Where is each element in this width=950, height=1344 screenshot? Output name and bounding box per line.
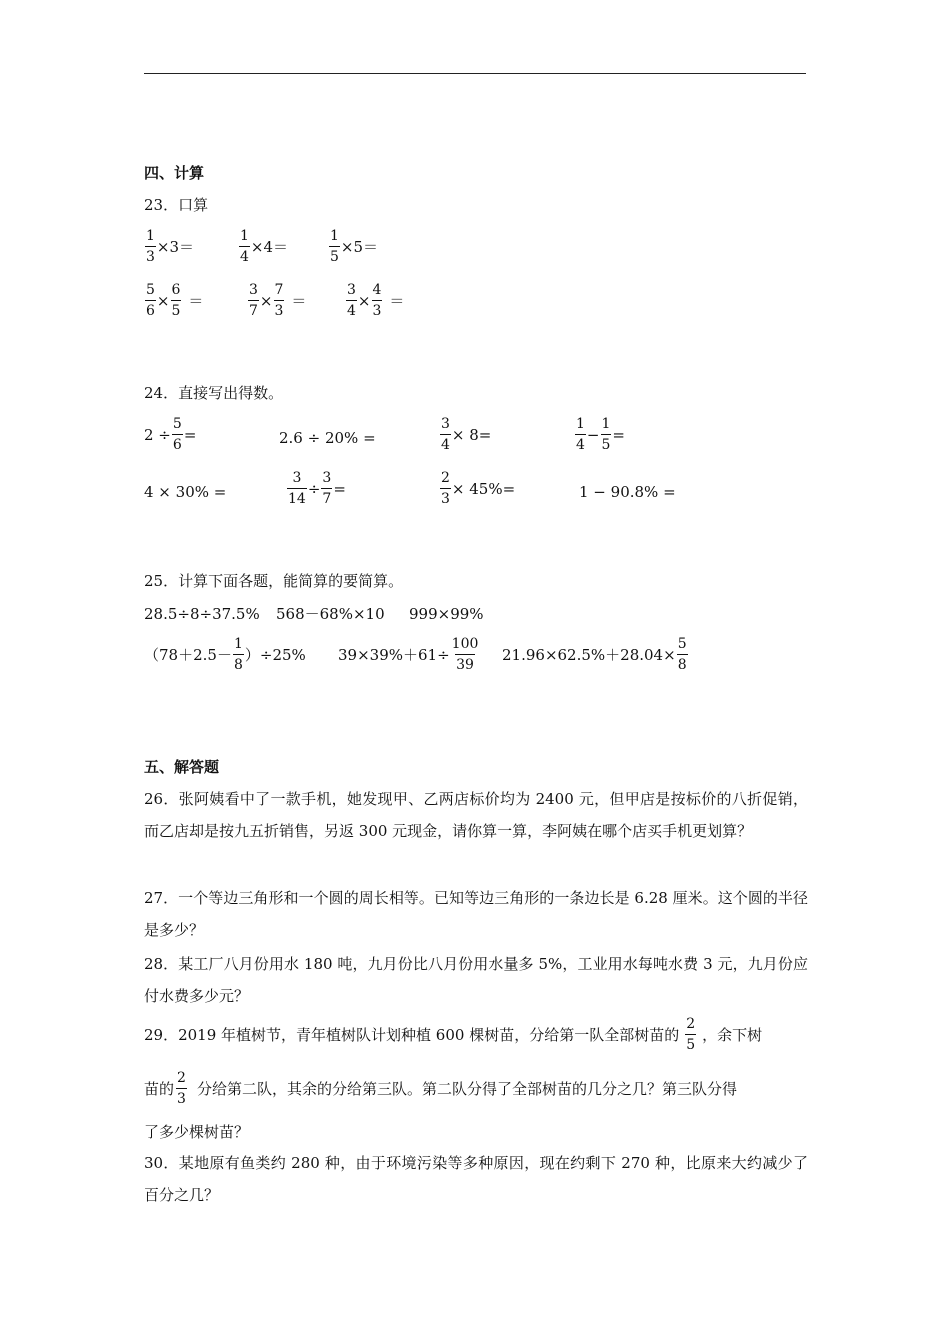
question-29-line-1: 29．2019 年植树节，青年植树队计划种植 600 棵树苗，分给第一队全部树苗的 $\frac{2}{5}$ ，余下树 (144, 1016, 763, 1053)
fraction: $\frac{1}{4}$ (240, 228, 249, 265)
q25-expr-4: （78＋2.5－ $\frac{1}{8}$ ）÷25% (144, 636, 306, 673)
q23-item-6: $\frac{3}{4}$ × $\frac{4}{3}$ ＝ (347, 282, 405, 319)
fraction: $\frac{3}{7}$ (249, 282, 258, 319)
question-28: 28．某工厂八月份用水 180 吨，九月份比八月份用水量多 5%，工业用水每吨水费 3 元，九月份应付水费多少元？ (144, 955, 808, 1005)
fraction: $\frac{2}{3}$ (177, 1070, 186, 1107)
fraction: $\frac{5}{6}$ (172, 416, 182, 453)
fraction: $\frac{2}{3}$ (441, 470, 450, 507)
section-title-calc: 四、计算 (144, 164, 205, 182)
q24-item-3: $\frac{3}{4}$ × 8= (441, 416, 492, 453)
fraction: $\frac{1}{4}$ (576, 416, 585, 453)
fraction: $\frac{6}{5}$ (171, 282, 181, 319)
q23-item-5: $\frac{3}{7}$ × $\frac{7}{3}$ ＝ (249, 282, 307, 319)
fraction: $\frac{5}{8}$ (677, 636, 687, 673)
question-29-line-2: 苗的 $\frac{2}{3}$ 分给第二队，其余的分给第三队。第二队分得了全部树苗的几分之几？第三队分得 (144, 1070, 737, 1107)
q25-expr-3: 999×99% (409, 605, 484, 623)
q25-expr-2: 568－68%×10 (276, 605, 385, 623)
q24-item-5: 4 × 30% = (144, 482, 227, 501)
fraction: $\frac{2}{5}$ (686, 1016, 696, 1053)
fraction: $\frac{1}{5}$ (330, 228, 339, 265)
q25-expr-5: 39×39%＋61÷ $\frac{100}{39}$ (338, 636, 479, 673)
fraction: $\frac{3}{7}$ (322, 470, 332, 507)
q24-item-6: $\frac{3}{14}$ ÷ $\frac{3}{7}$ = (288, 470, 346, 507)
fraction: $\frac{1}{3}$ (146, 228, 155, 265)
fraction: $\frac{4}{3}$ (372, 282, 382, 319)
fraction: $\frac{3}{14}$ (288, 470, 306, 507)
question-27: 27．一个等边三角形和一个圆的周长相等。已知等边三角形的一条边长是 6.28 厘米。这个圆的半径是多少？ (144, 889, 808, 939)
q23-item-4: $\frac{5}{6}$ × $\frac{6}{5}$ ＝ (146, 282, 204, 319)
question-24-label: 24．直接写出得数。 (144, 384, 284, 402)
question-29-line-3: 了多少棵树苗？ (144, 1123, 250, 1141)
fraction: $\frac{5}{6}$ (146, 282, 155, 319)
fraction: $\frac{3}{4}$ (441, 416, 450, 453)
question-26: 26．张阿姨看中了一款手机，她发现甲、乙两店标价均为 2400 元，但甲店是按标价的八折促销，而乙店却是按九五折销售，另返 300 元现金，请你算一算，李阿姨在哪个店买手机更划算？ (144, 790, 808, 840)
fraction: $\frac{3}{4}$ (347, 282, 356, 319)
section-title-solve: 五、解答题 (144, 758, 220, 776)
q25-expr-6: 21.96×62.5%＋28.04× $\frac{5}{8}$ (502, 636, 687, 673)
q24-item-4: $\frac{1}{4}$ − $\frac{1}{5}$ = (576, 416, 625, 453)
fraction: $\frac{100}{39}$ (451, 636, 479, 673)
question-23-label: 23．口算 (144, 196, 209, 214)
q23-item-2: $\frac{1}{4}$ ×4＝ (240, 228, 289, 265)
header-rule (144, 73, 806, 74)
fraction: $\frac{1}{8}$ (233, 636, 243, 673)
q24-item-1: 2 ÷ $\frac{5}{6}$ = (144, 416, 197, 453)
q23-item-3: $\frac{1}{5}$ ×5＝ (330, 228, 379, 265)
question-30: 30．某地原有鱼类约 280 种，由于环境污染等多种原因，现在约剩下 270 种，比原来大约减少了百分之几？ (144, 1154, 808, 1204)
q23-item-1: $\frac{1}{3}$ ×3＝ (146, 228, 195, 265)
q25-expr-1: 28.5÷8÷37.5% (144, 605, 260, 623)
q24-item-2: 2.6 ÷ 20% = (279, 428, 376, 447)
fraction: $\frac{7}{3}$ (274, 282, 284, 319)
q24-item-8: 1 − 90.8% = (579, 482, 676, 501)
question-25-label: 25．计算下面各题，能简算的要简算。 (144, 572, 404, 590)
q24-item-7: $\frac{2}{3}$ × 45%= (441, 470, 516, 507)
fraction: $\frac{1}{5}$ (601, 416, 611, 453)
